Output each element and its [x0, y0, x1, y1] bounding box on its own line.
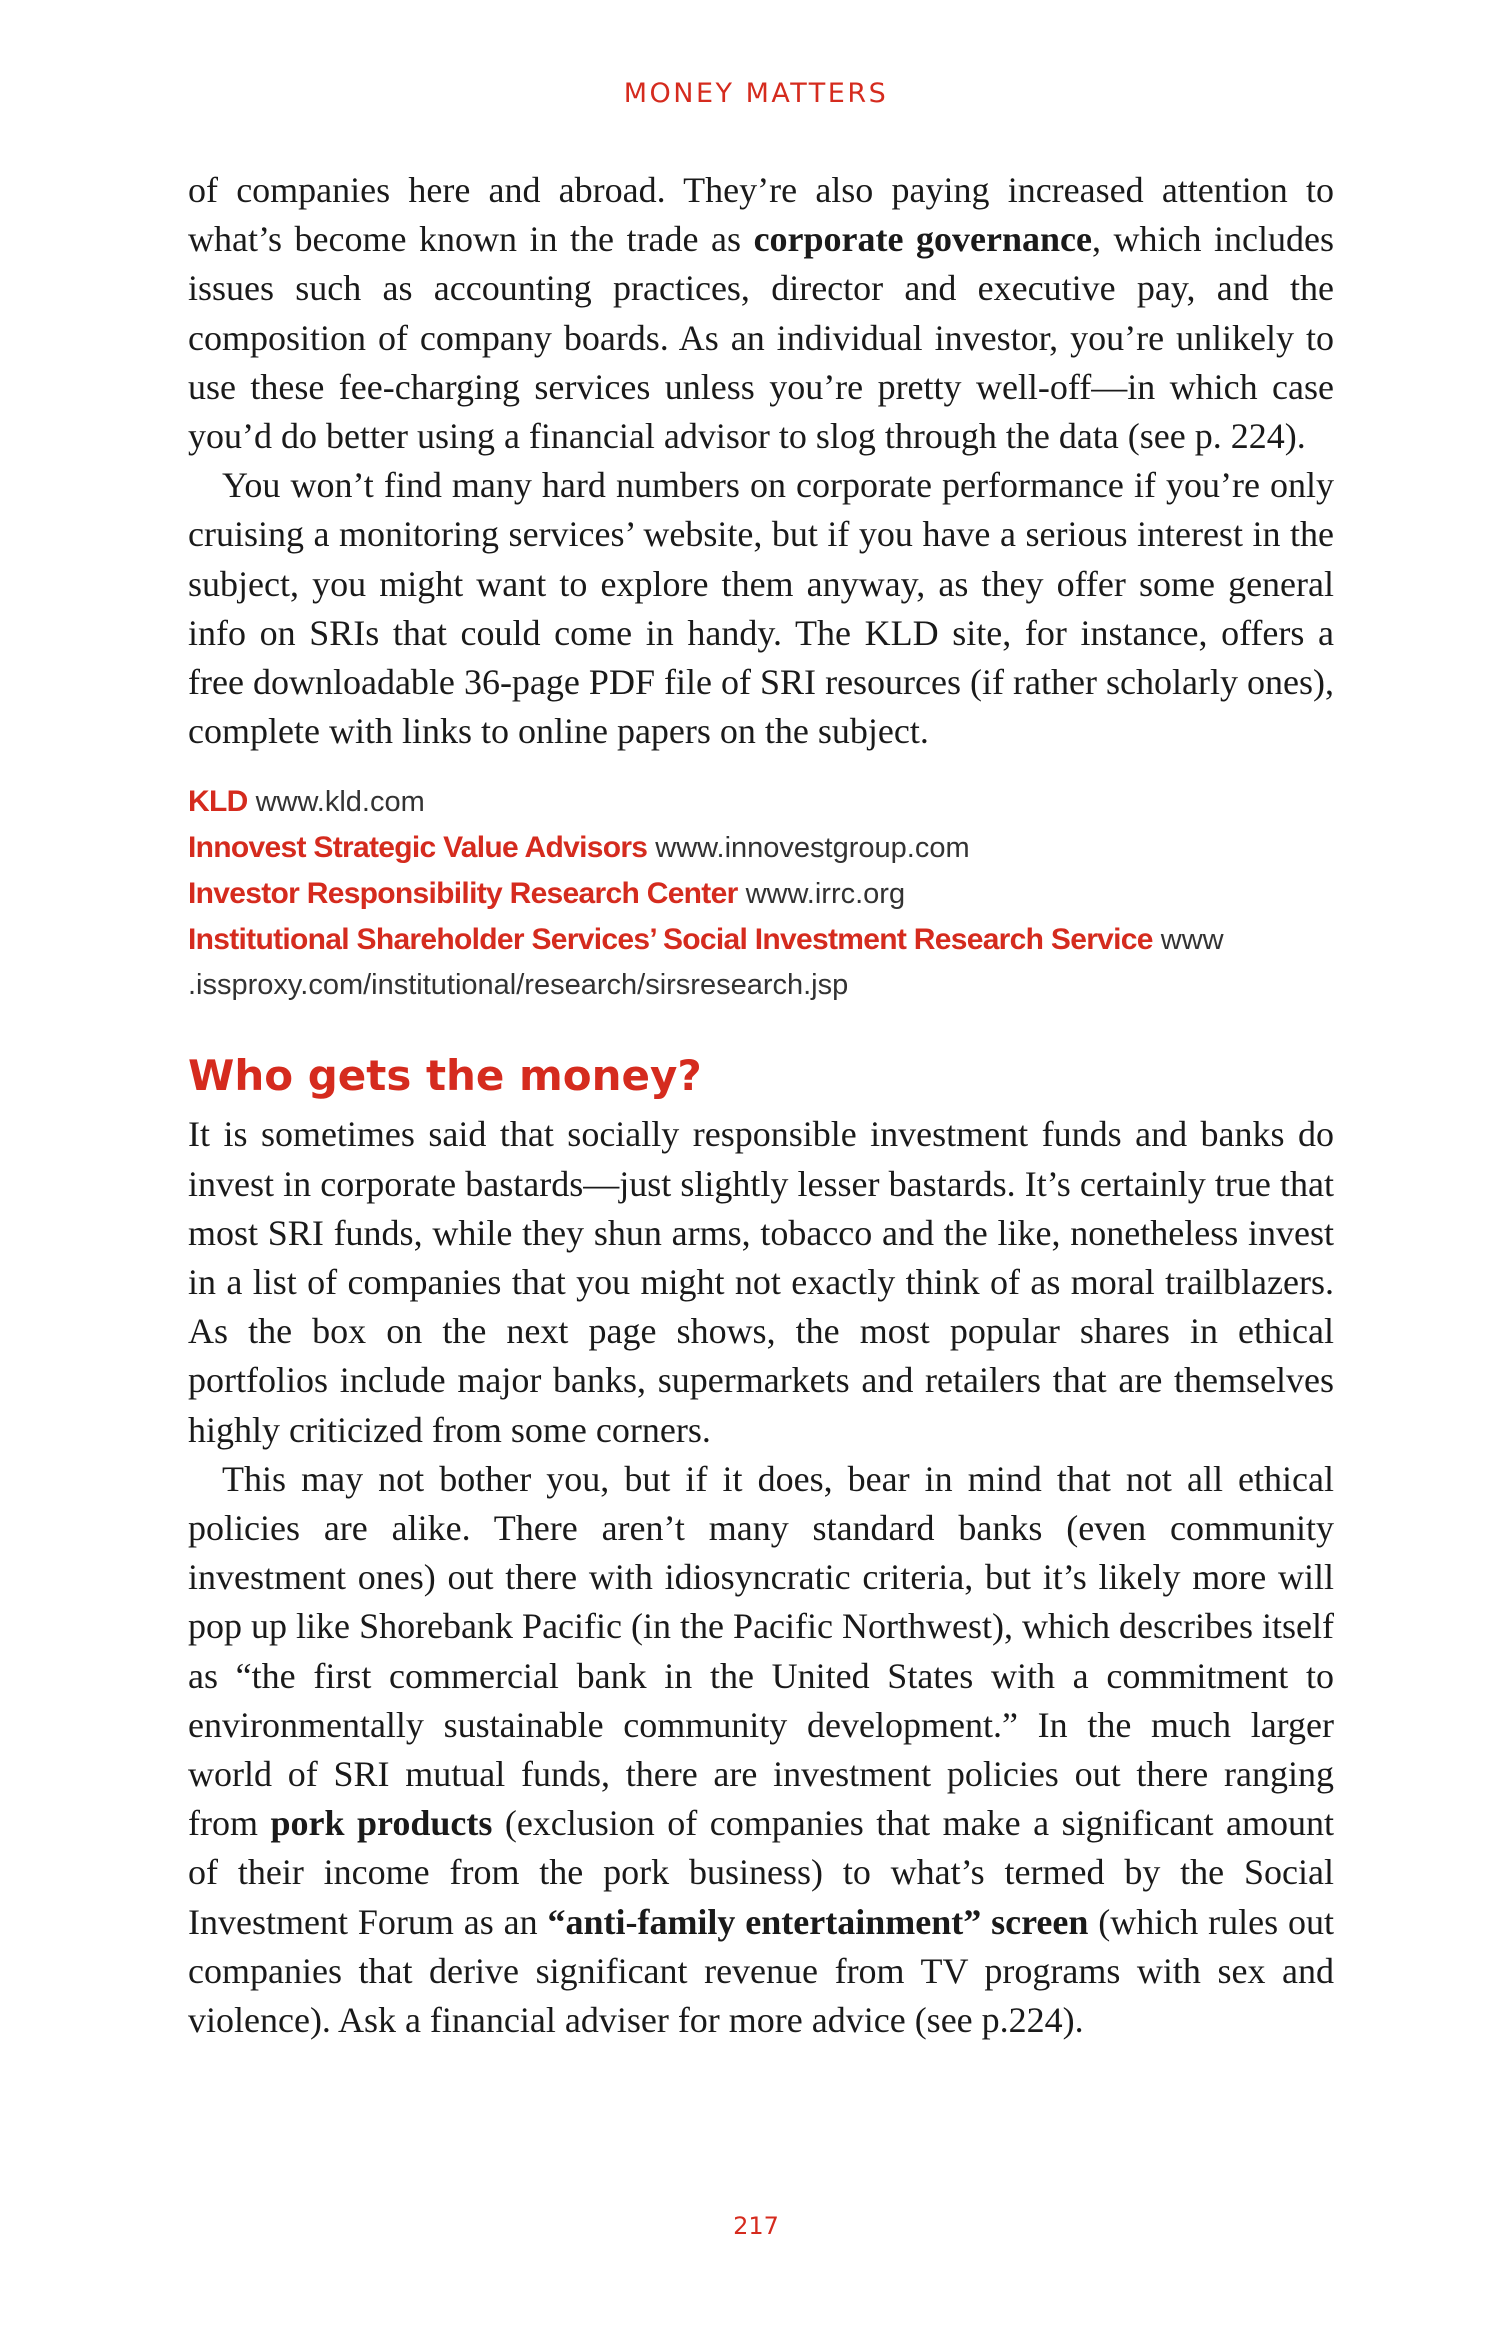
text-segment: (exclusion of companies that make a significant amount of their income from the pork business) to what’s termed by the Social Investment Forum as an [188, 1803, 1335, 1942]
term-corporate-governance: corporate governance [753, 219, 1092, 260]
page-number: 217 [733, 2212, 779, 2240]
paragraph-intro-2: You won’t find many hard numbers on corporate performance if you’re only cruising a monitoring services’ website, but if you have a serious interest in the subject, you might want to explore them anyway, as they offer some general info on SRIs that could come in handy. The KLD site, for instance, offers a free downloadable 36-page PDF file of SRI resources (if rather scholarly ones), complete with links to online papers on the subject. [188, 465, 1334, 752]
section-heading: Who gets the money? [188, 1051, 702, 1101]
resource-item [188, 917, 1334, 963]
resource-name: Investor Responsibility Research Center [188, 877, 738, 911]
paragraph-section-2 [188, 1455, 1334, 2045]
resource-url[interactable]: www.kld.com [255, 786, 425, 819]
term-pork-products: pork products [270, 1803, 493, 1844]
resource-url[interactable]: www.irrc.org [745, 878, 906, 911]
paragraph-intro-1 [188, 166, 1334, 461]
term-anti-family-screen: “anti-family entertainment” screen [547, 1901, 1089, 1942]
resource-list [188, 779, 1334, 1008]
text-segment: of companies here and abroad. They’re also paying increased attention to what’s become known in the trade as [188, 170, 1334, 260]
resource-url[interactable]: www [1160, 924, 1224, 957]
resource-name: Institutional Shareholder Services’ Social Investment Research Service [188, 923, 1153, 957]
resource-url[interactable]: .issproxy.com/institutional/research/sirsresearch.jsp [188, 969, 849, 1002]
paragraph-section-1: It is sometimes said that socially responsible investment funds and banks do invest in corporate bastards—just slightly lesser bastards. It’s certainly true that most SRI funds, while they shun arms, tobacco and the like, nonetheless invest in a list of companies that you might not exactly think of as moral trailblazers. As the box on the next page shows, the most popular shares in ethical portfolios include major banks, supermarkets and retailers that are themselves highly criticized from some corners. [188, 1114, 1334, 1450]
text-segment: , which includes issues such as accounting practices, director and executive pay, and the composition of company boards. As an individual investor, you’re unlikely to use these fee-charging services unless you’re pretty well-off—in which case you’d do better using a financial advisor to slog through the data (see p. 224). [188, 219, 1334, 457]
resource-item [188, 825, 1334, 871]
resource-url[interactable]: www.innovestgroup.com [655, 832, 970, 865]
resource-name: Innovest Strategic Value Advisors [188, 831, 648, 865]
resource-item [188, 871, 1334, 917]
resource-name: KLD [188, 785, 248, 819]
text-segment: (which rules out companies that derive significant revenue from TV programs with sex and violence). Ask a financial adviser for more advice (see p.224). [188, 1901, 1334, 2041]
resource-item [188, 779, 1334, 825]
resource-url-continued[interactable] [188, 963, 1334, 1008]
text-segment: This may not bother you, but if it does, bear in mind that not all ethical policies are alike. There aren’t many standard banks (even community investment ones) out there with idiosyncratic criteria, but it’s likely more will pop up like Shorebank Pacific (in the Pacific Northwest), which describes itself as “the first commercial bank in the United States with a commitment to environmentally sustainable community development.” In the much larger world of SRI mutual funds, there are investment policies out there ranging from [188, 1458, 1334, 1844]
page-body [188, 166, 1334, 2045]
running-header: MONEY MATTERS [623, 78, 889, 109]
